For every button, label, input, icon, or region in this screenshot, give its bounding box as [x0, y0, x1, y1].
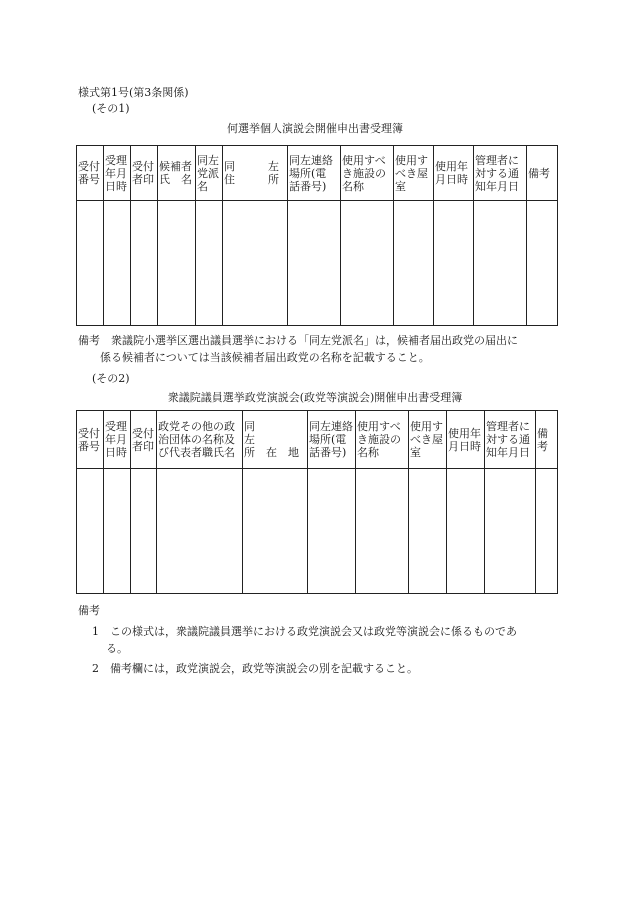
- part1-cell[interactable]: [196, 201, 223, 326]
- part1-header-row: [77, 146, 558, 201]
- part2-cell[interactable]: [157, 469, 243, 594]
- part2-note2: 2 備考欄には，政党演説会，政党等演説会の別を記載すること。: [92, 662, 418, 675]
- part1-col-facility: 使用すべ き施設の 名称: [341, 146, 394, 201]
- part2-cell[interactable]: [243, 469, 308, 594]
- part1-cell[interactable]: [474, 201, 527, 326]
- part2-blank-row: [77, 469, 558, 594]
- part2-col-remarks: 備考: [536, 411, 558, 469]
- part1-col-receipt-no: 受付 番号: [77, 146, 104, 201]
- part2-col-room: 使用す べき屋 室: [409, 411, 447, 469]
- part1-note-line2: 係る候補者については当該候補者届出政党の名称を記載すること。: [100, 351, 430, 364]
- part2-note1-line2: る。: [106, 642, 128, 655]
- part1-col-use-datetime: 使用年 月日時: [434, 146, 474, 201]
- part2-col-organization: 政党その他の政 治団体の名称及 び代表者職氏名: [157, 411, 243, 469]
- part1-cell[interactable]: [131, 201, 158, 326]
- part1-col-candidate-name: 候補者 氏 名: [158, 146, 196, 201]
- part1-col-notice-date: 管理者に 対する通 知年月日: [474, 146, 527, 201]
- part2-label: (その2): [92, 372, 130, 385]
- part2-col-receipt-no: 受付 番号: [77, 411, 104, 469]
- part1-col-address: 同 左 住 所: [223, 146, 288, 201]
- part2-note-heading: 備考: [78, 604, 100, 617]
- part1-cell[interactable]: [434, 201, 474, 326]
- part1-title: 何選挙個人演説会開催申出書受理簿: [227, 122, 403, 135]
- part1-col-party-name: 同左 党派 名: [196, 146, 223, 201]
- part1-col-receipt-datetime: 受理 年月 日時: [104, 146, 131, 201]
- part2-col-receipt-datetime: 受理 年月 日時: [104, 411, 131, 469]
- part2-col-contact: 同左連絡 場所(電 話番号): [308, 411, 356, 469]
- part1-cell[interactable]: [223, 201, 288, 326]
- part2-title: 衆議院議員選挙政党演説会(政党等演説会)開催申出書受理簿: [167, 391, 463, 404]
- part2-note1-line1: 1 この様式は，衆議院議員選挙における政党演説会又は政党等演説会に係るものであ: [92, 625, 517, 638]
- part1-cell[interactable]: [341, 201, 394, 326]
- form-label: 様式第1号(第3条関係): [78, 86, 189, 99]
- part1-col-room: 使用す べき屋 室: [394, 146, 434, 201]
- part2-cell[interactable]: [308, 469, 356, 594]
- part2-cell[interactable]: [409, 469, 447, 594]
- part2-col-facility: 使用すべ き施設の 名称: [356, 411, 409, 469]
- part1-col-contact: 同左連絡 場所(電 話番号): [288, 146, 341, 201]
- part2-cell[interactable]: [485, 469, 536, 594]
- part2-cell[interactable]: [447, 469, 485, 594]
- part1-col-remarks: 備考: [527, 146, 558, 201]
- part1-register-table: [76, 145, 558, 326]
- part1-note-line1: 備考 衆議院小選挙区選出議員選挙における「同左党派名」は，候補者届出政党の届出に: [78, 334, 518, 347]
- part2-cell[interactable]: [356, 469, 409, 594]
- part1-blank-row: [77, 201, 558, 326]
- part2-header-row: [77, 411, 558, 469]
- part2-col-use-datetime: 使用年 月日時: [447, 411, 485, 469]
- part2-cell[interactable]: [77, 469, 104, 594]
- part2-cell[interactable]: [131, 469, 157, 594]
- part1-label: (その1): [92, 102, 130, 115]
- part1-cell[interactable]: [77, 201, 104, 326]
- part1-cell[interactable]: [394, 201, 434, 326]
- part1-cell[interactable]: [104, 201, 131, 326]
- part1-cell[interactable]: [158, 201, 196, 326]
- part2-col-location: 同 左 所 在 地: [243, 411, 308, 469]
- part2-register-table: [76, 410, 558, 594]
- part2-col-receiver-seal: 受付 者印: [131, 411, 157, 469]
- part2-cell[interactable]: [536, 469, 558, 594]
- part1-col-receiver-seal: 受付 者印: [131, 146, 158, 201]
- part2-cell[interactable]: [104, 469, 131, 594]
- part2-col-notice-date: 管理者に 対する通 知年月日: [485, 411, 536, 469]
- part1-cell[interactable]: [288, 201, 341, 326]
- part1-cell[interactable]: [527, 201, 558, 326]
